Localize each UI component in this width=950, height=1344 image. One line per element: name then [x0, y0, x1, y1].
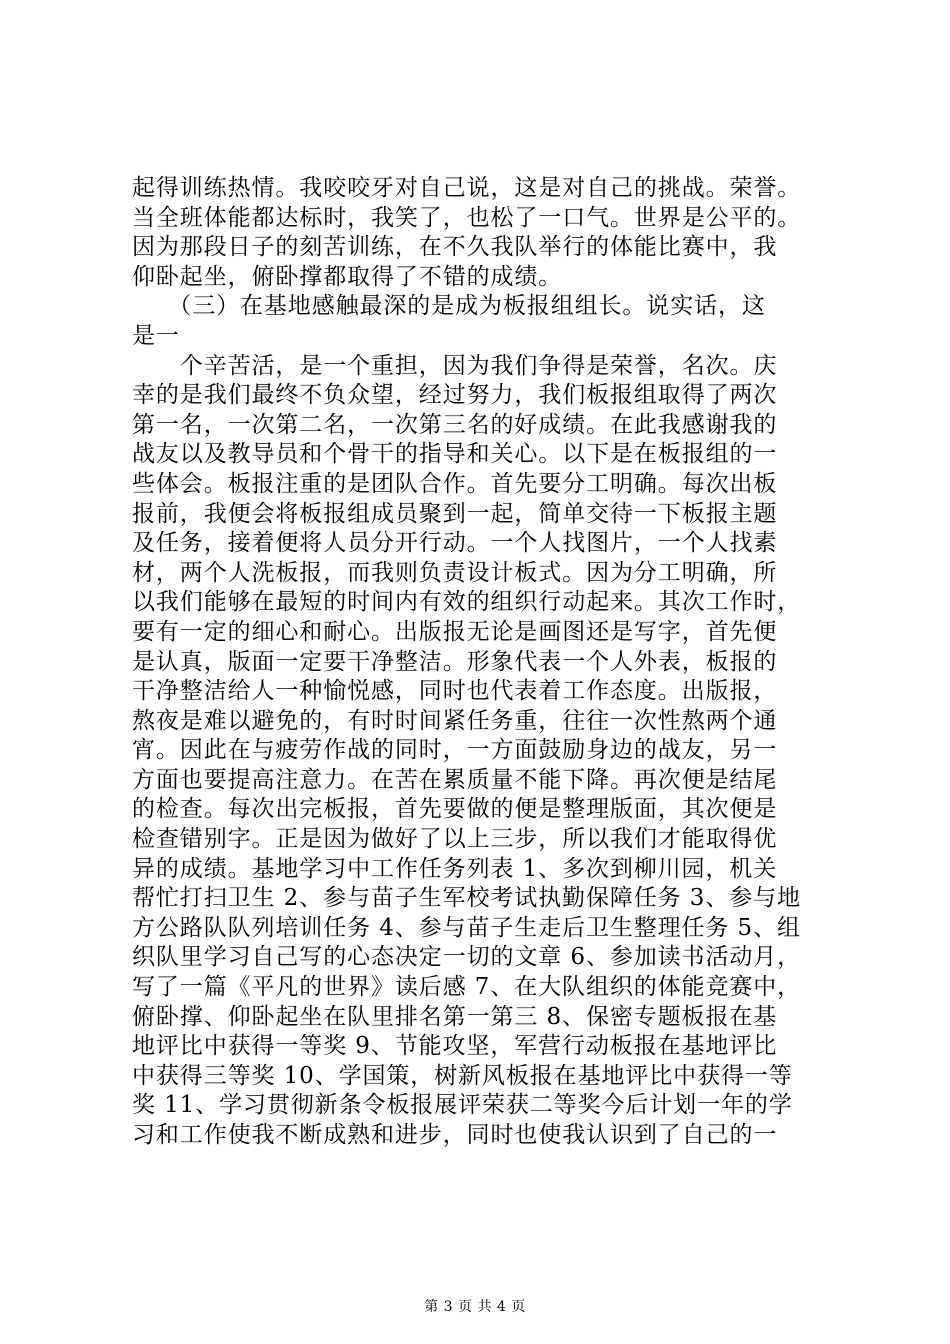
text-line-19: 熬夜是难以避免的，有时时间紧任务重，往往一次性熬两个通 [132, 707, 778, 734]
text-line-33: 习和工作使我不断成熟和进步，同时也使我认识到了自己的一 [132, 1122, 778, 1148]
text-line-18: 干净整洁给人一种愉悦感，同时也代表着工作态度。出版报， [132, 678, 778, 705]
text-line-6: 是一 [132, 322, 180, 349]
text-line-1: 起得训练热情。我咬咬牙对自己说，这是对自己的挑战。荣誉。 [132, 175, 802, 201]
text-line-29: 俯卧撑、仰卧起坐在队里排名第一第三 8、保密专题板报在基 [132, 1003, 778, 1030]
page-footer: 第 3 页 共 4 页 [424, 1299, 526, 1315]
text-line-20: 宵。因此在与疲劳作战的同时，一方面鼓励身边的战友，另一 [132, 737, 778, 764]
text-line-16: 要有一定的细心和耐心。出版报无论是画图还是写字，首先便 [132, 618, 778, 645]
text-line-17: 是认真，版面一定要干净整洁。形象代表一个人外表，板报的 [132, 648, 778, 675]
text-line-5: （三）在基地感触最深的是成为板报组组长。说实话，这 [132, 293, 766, 320]
text-line-11: 些体会。板报注重的是团队合作。首先要分工明确。每次出板 [132, 470, 778, 497]
text-line-25: 帮忙打扫卫生 2、参与苗子生军校考试执勤保障任务 3、参与地 [132, 885, 801, 912]
text-line-21: 方面也要提高注意力。在苦在累质量不能下降。再次便是结尾 [132, 766, 778, 793]
text-line-4: 仰卧起坐，俯卧撑都取得了不错的成绩。 [132, 263, 563, 290]
text-line-31: 中获得三等奖 10、学国策，树新风板报在基地评比中获得一等 [132, 1062, 793, 1089]
text-line-10: 战友以及教导员和个骨干的指导和关心。以下是在板报组的一 [132, 441, 778, 468]
text-line-32: 奖 11、学习贯彻新条令板报展评荣获二等奖今后计划一年的学 [132, 1092, 793, 1119]
text-line-23: 检查错别字。正是因为做好了以上三步，所以我们才能取得优 [132, 826, 778, 853]
text-line-9: 第一名，一次第二名，一次第三名的好成绩。在此我感谢我的 [132, 411, 778, 438]
text-line-8: 幸的是我们最终不负众望，经过努力，我们板报组取得了两次 [132, 382, 778, 409]
text-line-13: 及任务，接着便将人员分开行动。一个人找图片，一个人找素 [132, 530, 778, 557]
text-line-24: 异的成绩。基地学习中工作任务列表 1、多次到柳川园，机关 [132, 855, 778, 882]
text-line-28: 写了一篇《平凡的世界》读后感 7、在大队组织的体能竞赛中， [132, 974, 802, 1001]
text-line-12: 报前，我便会将板报组成员聚到一起，简单交待一下板报主题 [132, 500, 778, 527]
text-line-27: 织队里学习自己写的心态决定一切的文章 6、参加读书活动月， [132, 944, 802, 971]
text-line-7: 个辛苦活，是一个重担，因为我们争得是荣誉，名次。庆 [132, 352, 778, 379]
text-line-15: 以我们能够在最短的时间内有效的组织行动起来。其次工作时， [132, 589, 802, 616]
body-text [132, 174, 832, 1151]
text-line-14: 材，两个人洗板报，而我则负责设计板式。因为分工明确，所 [132, 559, 778, 586]
text-line-26: 方公路队队列培训任务 4、参与苗子生走后卫生整理任务 5、组 [132, 914, 801, 941]
text-line-22: 的检查。每次出完板报，首先要做的便是整理版面，其次便是 [132, 796, 778, 823]
text-line-30: 地评比中获得一等奖 9、节能攻坚，军营行动板报在基地评比 [132, 1033, 778, 1060]
text-line-3: 因为那段日子的刻苦训练，在不久我队举行的体能比赛中，我 [132, 234, 778, 261]
text-line-2: 当全班体能都达标时，我笑了，也松了一口气。世界是公平的。 [132, 204, 802, 231]
